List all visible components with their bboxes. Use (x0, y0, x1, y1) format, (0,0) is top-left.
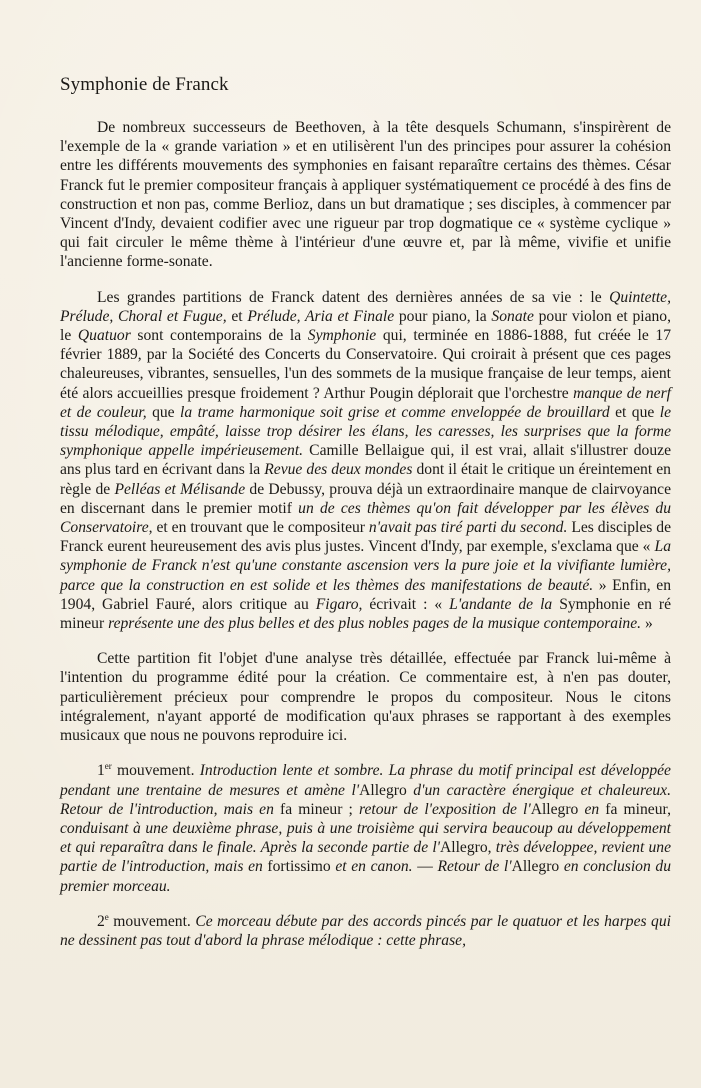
italic-text: Introduction lente et sombre. La phrase du motif principal est développée pendant une trentaine de mesures et amène l' (60, 762, 671, 799)
text-run: fa mineur ; (273, 800, 359, 818)
text-run: dont il était le critique un éreintement en règle de (60, 461, 671, 498)
italic-text: Prélude, Aria et Finale (247, 307, 395, 325)
text-run: Allegro (530, 800, 579, 818)
italic-text: manque de nerf et de couleur, (60, 384, 671, 421)
document-body (60, 74, 671, 966)
text-run: et que (609, 403, 660, 421)
text-run: et (226, 307, 248, 325)
text-run: 2 (97, 912, 105, 930)
text-run: fortissimo (262, 858, 336, 876)
paragraph-movement-2 (60, 912, 671, 950)
text-run: mouvement. (111, 762, 200, 780)
italic-text: le tissu mélodique, empâté, laisse trop désirer les élans, les caresses, les surprises que la forme symphonique appelle impérieusement. (60, 403, 672, 460)
italic-text: en (578, 800, 600, 818)
italic-text: Pelléas et Mélisande (114, 480, 246, 498)
text-run: écrivait : « (362, 595, 450, 613)
text-run: pour violon et piano, le (60, 307, 671, 345)
italic-text: la trame harmonique soit grise et comme enveloppée de brouillard (180, 403, 610, 421)
ordinal-superscript: er (104, 761, 112, 772)
text-run: Allegro, (440, 839, 492, 857)
italic-text: Quatuor (77, 327, 131, 345)
text-run: De nombreux successeurs de Beethoven, à la tête desquels Schumann, s'inspirèrent de l'exemple de la « grande variation » et en utilisèrent l'un des principes pour assurer la cohésion entre les différents mouvements des symphonies en faisant reparaître certains des thèmes. César Franck fut le premier compositeur français à appliquer systématiquement ce procédé à des fins de construction et non pas, comme Berlioz, dans un but dramatique ; ses disciples, à commencer par Vincent d'Indy, devaient codifier avec une rigueur par trop dogmatique ce « système cyclique » qui fait circuler le même thème à l'intérieur d'une œuvre et, par là même, vivifie et unifie l'ancienne forme-sonate. (60, 119, 671, 271)
italic-text: très développee, revient une partie de l'introduction, mais en (60, 839, 671, 876)
text-run: Cette partition fit l'objet d'une analyse très détaillée, effectuée par Franck lui-même à l'intention du programme édité pour la création. Ce commentaire est, à n'en pas douter, particulièrement précieux pour comprendre le propos du compositeur. Nous le citons intégralement, n'ayant apporté de modification qu'aux phrases se rapportant à des exemples musicaux que nous ne pouvons reproduire ici. (60, 650, 671, 745)
text-run: fa mineur, (599, 800, 671, 818)
text-run: sont contemporains de la (130, 327, 308, 345)
italic-text: en conclusion du premier morceau. (60, 858, 672, 895)
text-run: Les disciples de Franck eurent heureusement des avis plus justes. Vincent d'Indy, par exemple, s'exclama que « (60, 519, 671, 556)
text-run: Allegro (359, 781, 407, 799)
paragraph-intro (60, 118, 671, 272)
italic-text: et en canon. (335, 858, 413, 876)
ordinal-superscript: e (104, 911, 109, 922)
italic-text: Symphonie (307, 327, 377, 345)
text-run: — (412, 858, 438, 876)
text-run: Camille Bellaigue qui, il est vrai, allait s'illustrer douze ans plus tard en écrivant dans la (60, 442, 671, 479)
text-run: pour piano, la (394, 307, 492, 325)
italic-text: Sonate (491, 307, 534, 325)
italic-text: retour de l'exposition de l' (358, 800, 531, 818)
text-run: Les grandes partitions de Franck datent des dernières années de sa vie : le (97, 288, 610, 306)
text-run: qui, terminée en 1886-1888, fut créée le 17 février 1889, par la Société des Concerts du Conservatoire. Qui croirait à présent que ces pages chaleureuses, vibrantes, sensuelles, l'un des sommets de la musique française de leur temps, aient été alors accueillies presque froidement ? Arthur Pougin déplorait que l'orchestre (60, 327, 671, 402)
text-run: » (641, 615, 653, 633)
page-title: Symphonie de Franck (60, 74, 229, 95)
italic-text: un de ces thèmes qu'on fait développer par les élèves du Conservatoire, (60, 499, 671, 537)
paragraph-analysis (60, 649, 671, 745)
text-run: et en trouvant que le compositeur (152, 519, 369, 537)
italic-text: Retour de l' (437, 858, 512, 876)
italic-text: n'avait pas tiré parti du second. (368, 519, 568, 537)
paragraph-reception (60, 288, 671, 634)
italic-text: d'un caractère énergique et chaleureux. Retour de l'introduction, mais en (60, 781, 671, 818)
text-run: de Debussy, prouva déjà un extraordinaire manque de clairvoyance en discernant dans le premier motif (60, 480, 672, 517)
text-run: que (146, 403, 181, 421)
text-run: Symphonie en ré mineur (60, 595, 672, 633)
italic-text: Ce morceau débute par des accords pincés par le quatuor et les harpes qui ne dessinent pas tout d'abord la phrase mélodique : cette phrase, (60, 912, 671, 949)
italic-text: L'andante de la (449, 595, 553, 613)
italic-text: La symphonie de Franck n'est qu'une constante ascension vers la pure joie et la vivifiante lumière, parce que la construction en est solide et les thèmes des manifestations de beauté. (60, 538, 671, 594)
text-run: 1 (97, 762, 105, 780)
italic-text: représente une des plus belles et des plus nobles pages de la musique contemporaine. (108, 615, 642, 633)
italic-text: Revue des deux mondes (264, 461, 413, 479)
text-run: Allegro (511, 858, 560, 876)
paragraph-movement-1 (60, 761, 671, 895)
italic-text: Figaro, (315, 595, 363, 613)
text-run: mouvement. (108, 912, 196, 930)
italic-text: conduisant à une deuxième phrase, puis à une troisième qui servira beaucoup au développement et qui reparaîtra dans le finale. Après la seconde partie de l' (60, 819, 671, 857)
italic-text: Quintette, Prélude, Choral et Fugue, (60, 288, 671, 325)
text-run: » Enfin, en 1904, Gabriel Fauré, alors critique au (60, 576, 671, 613)
